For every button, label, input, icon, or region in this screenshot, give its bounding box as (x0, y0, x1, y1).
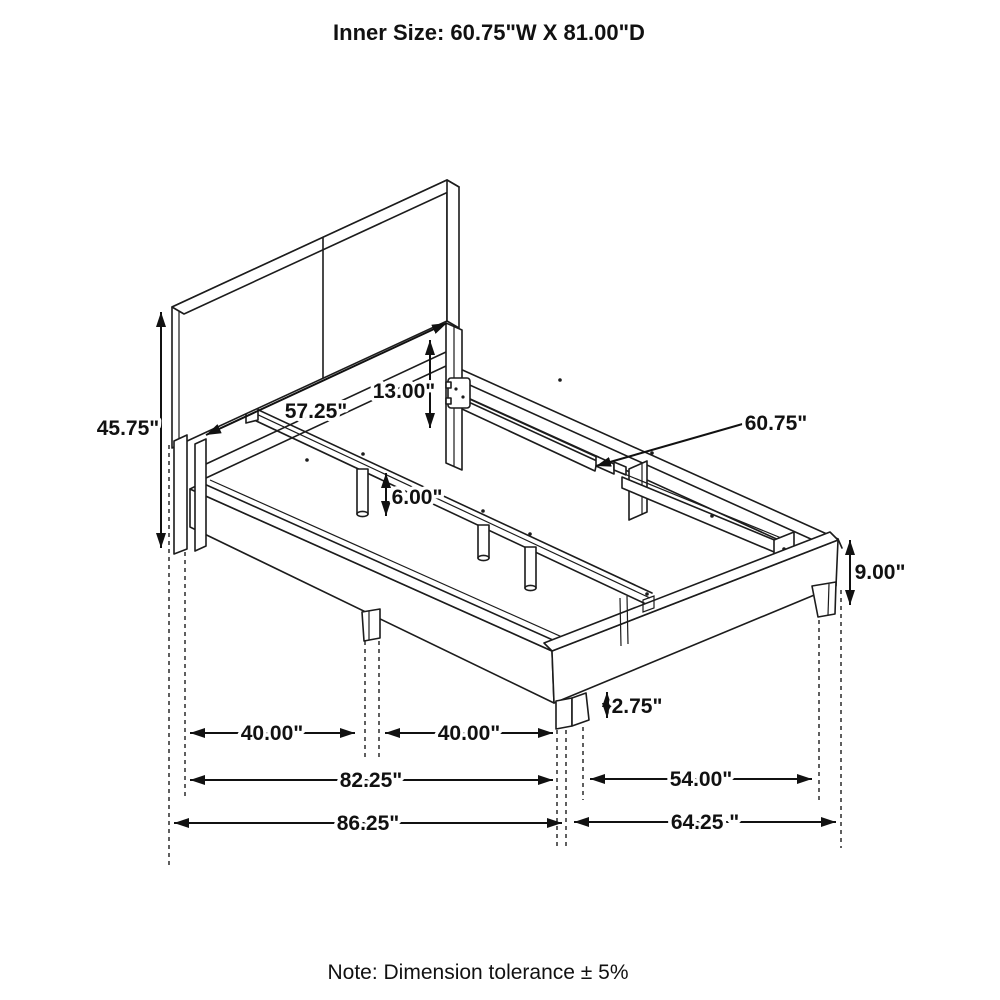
dim-center-leg-height (386, 473, 442, 516)
dim-footboard-span (590, 768, 812, 791)
dim-label-overall-depth: 86.25" (336, 812, 400, 835)
dim-label-overall-width: 64.25 " (670, 811, 740, 834)
dim-label-headboard-height: 45.75" (96, 417, 160, 440)
dim-leg-span-front (385, 722, 553, 745)
dim-side-height (850, 540, 905, 605)
dim-label-headboard-width: 57.25" (284, 400, 348, 423)
dim-rail-span (190, 769, 553, 792)
center-leg-1 (357, 469, 368, 517)
side-rail (190, 480, 571, 703)
dim-front-leg-height (607, 692, 662, 718)
center-leg-3 (525, 547, 536, 591)
dim-label-front-leg-height: 2.75" (611, 695, 663, 718)
footboard-rail (544, 532, 838, 729)
headboard-right-post (446, 323, 470, 470)
dim-label-leg-span-back: 40.00" (240, 722, 304, 745)
side-rail-mid-leg (362, 609, 380, 641)
dim-label-panel-height: 13.00" (372, 380, 436, 403)
dim-headboard-height (97, 312, 161, 548)
page-title: Inner Size: 60.75"W X 81.00"D (333, 20, 645, 45)
dim-label-rail-span: 82.25" (339, 769, 403, 792)
dim-label-inner-width: 60.75" (744, 412, 808, 435)
dim-label-side-height: 9.00" (854, 561, 906, 584)
dim-leg-span-back (190, 722, 355, 745)
bed-frame-drawing (169, 180, 842, 868)
tolerance-note: Note: Dimension tolerance ± 5% (327, 961, 629, 984)
dim-overall-depth (174, 812, 562, 835)
dim-inner-width (596, 412, 807, 466)
dim-label-footboard-span: 54.00" (669, 768, 733, 791)
center-leg-2 (478, 525, 489, 561)
right-corner-leg (812, 582, 836, 617)
dim-label-center-leg-height: 6.00" (391, 486, 443, 509)
dim-label-leg-span-front: 40.00" (437, 722, 501, 745)
dim-overall-width (574, 811, 836, 834)
